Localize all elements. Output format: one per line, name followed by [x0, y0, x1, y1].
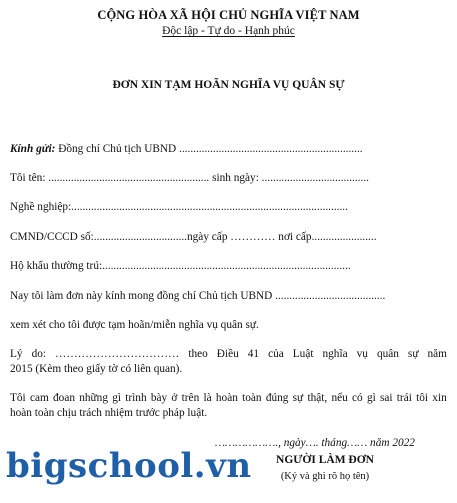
commit-word: gì [366, 392, 376, 404]
commit-word: là [203, 392, 212, 404]
commit-word: trái [396, 392, 412, 404]
occupation-line: Nghề nghiệp:.................................................................................................. [10, 201, 348, 213]
commit-word: bày [150, 392, 168, 404]
reason-word: vụ [356, 348, 368, 360]
reason-word: quân [376, 348, 399, 360]
commit-word: trên [181, 392, 200, 404]
reason-word: năm [427, 348, 447, 360]
commit-word: toàn [242, 392, 262, 404]
household-registration-line: Hộ khẩu thường trú:........................................................................................ [10, 260, 351, 272]
motto-text: Độc lập - Tự do - Hạnh phúc [162, 25, 295, 37]
commit-word: sai [379, 392, 393, 404]
national-motto [0, 25, 457, 37]
commit-word: Tôi [10, 392, 26, 404]
commit-word: hoàn [215, 392, 238, 404]
reason-line-continued: 2015 (Kèm theo giấy tờ có liên quan). [10, 363, 183, 375]
commit-word: thật, [307, 392, 328, 404]
commit-word: cam [29, 392, 49, 404]
commit-word: gì [112, 392, 122, 404]
reason-word: do: [31, 348, 47, 360]
reason-word: Lý [10, 348, 23, 360]
name-birthdate-line: Tôi tên: ......................................................... sinh ngày: ...................................... [10, 172, 369, 184]
request-line: Nay tôi làm đơn này kính mong đồng chí Chủ tịch UBND ....................................... [10, 290, 386, 302]
reason-word: 41 [247, 348, 260, 360]
commitment-line [10, 392, 447, 404]
reason-word: …………………………… [55, 348, 180, 360]
reason-word: Điều [216, 348, 239, 360]
watermark-logo: bigschool.vn [6, 446, 252, 486]
reason-word: theo [188, 348, 208, 360]
commit-word: ở [171, 392, 178, 404]
reason-word: của [268, 348, 284, 360]
commit-word: đúng [265, 392, 289, 404]
signer-title: NGƯỜI LÀM ĐƠN [276, 454, 374, 466]
commit-word: có [352, 392, 363, 404]
recipient-line [10, 143, 363, 155]
commit-word: đoan [53, 392, 75, 404]
commit-word: sự [292, 392, 304, 404]
document-title: ĐƠN XIN TẠM HOÃN NGHĨA VỤ QUÂN SỰ [112, 79, 345, 91]
reason-line [10, 348, 447, 360]
reason-word: sự [407, 348, 419, 360]
commit-word: trình [125, 392, 147, 404]
reason-word: Luật [292, 348, 314, 360]
commit-word: nếu [331, 392, 348, 404]
reason-word: nghĩa [322, 348, 348, 360]
signer-note: (Ký và ghi rõ họ tên) [280, 471, 370, 482]
request-line-continued: xem xét cho tôi được tạm hoãn/miễn nghĩa vụ quân sự. [10, 319, 259, 331]
id-card-line: CMND/CCCD số:.................................ngày cấp ………… nơi cấp....................... [10, 231, 377, 243]
date-line: ………………., ngày…. tháng…… năm 2022 [215, 437, 415, 449]
national-title: CỘNG HÒA XÃ HỘI CHỦ NGHĨA VIỆT NAM [97, 8, 360, 22]
recipient-label: Kính gửi: [10, 143, 56, 155]
commitment-line-continued: hoàn toàn chịu trách nhiệm trước pháp luật. [10, 407, 208, 419]
recipient-value: Đồng chí Chủ tịch UBND ................................................................. [55, 143, 363, 155]
commit-word: xin [432, 392, 447, 404]
commit-word: tôi [416, 392, 429, 404]
commit-word: những [79, 392, 108, 404]
